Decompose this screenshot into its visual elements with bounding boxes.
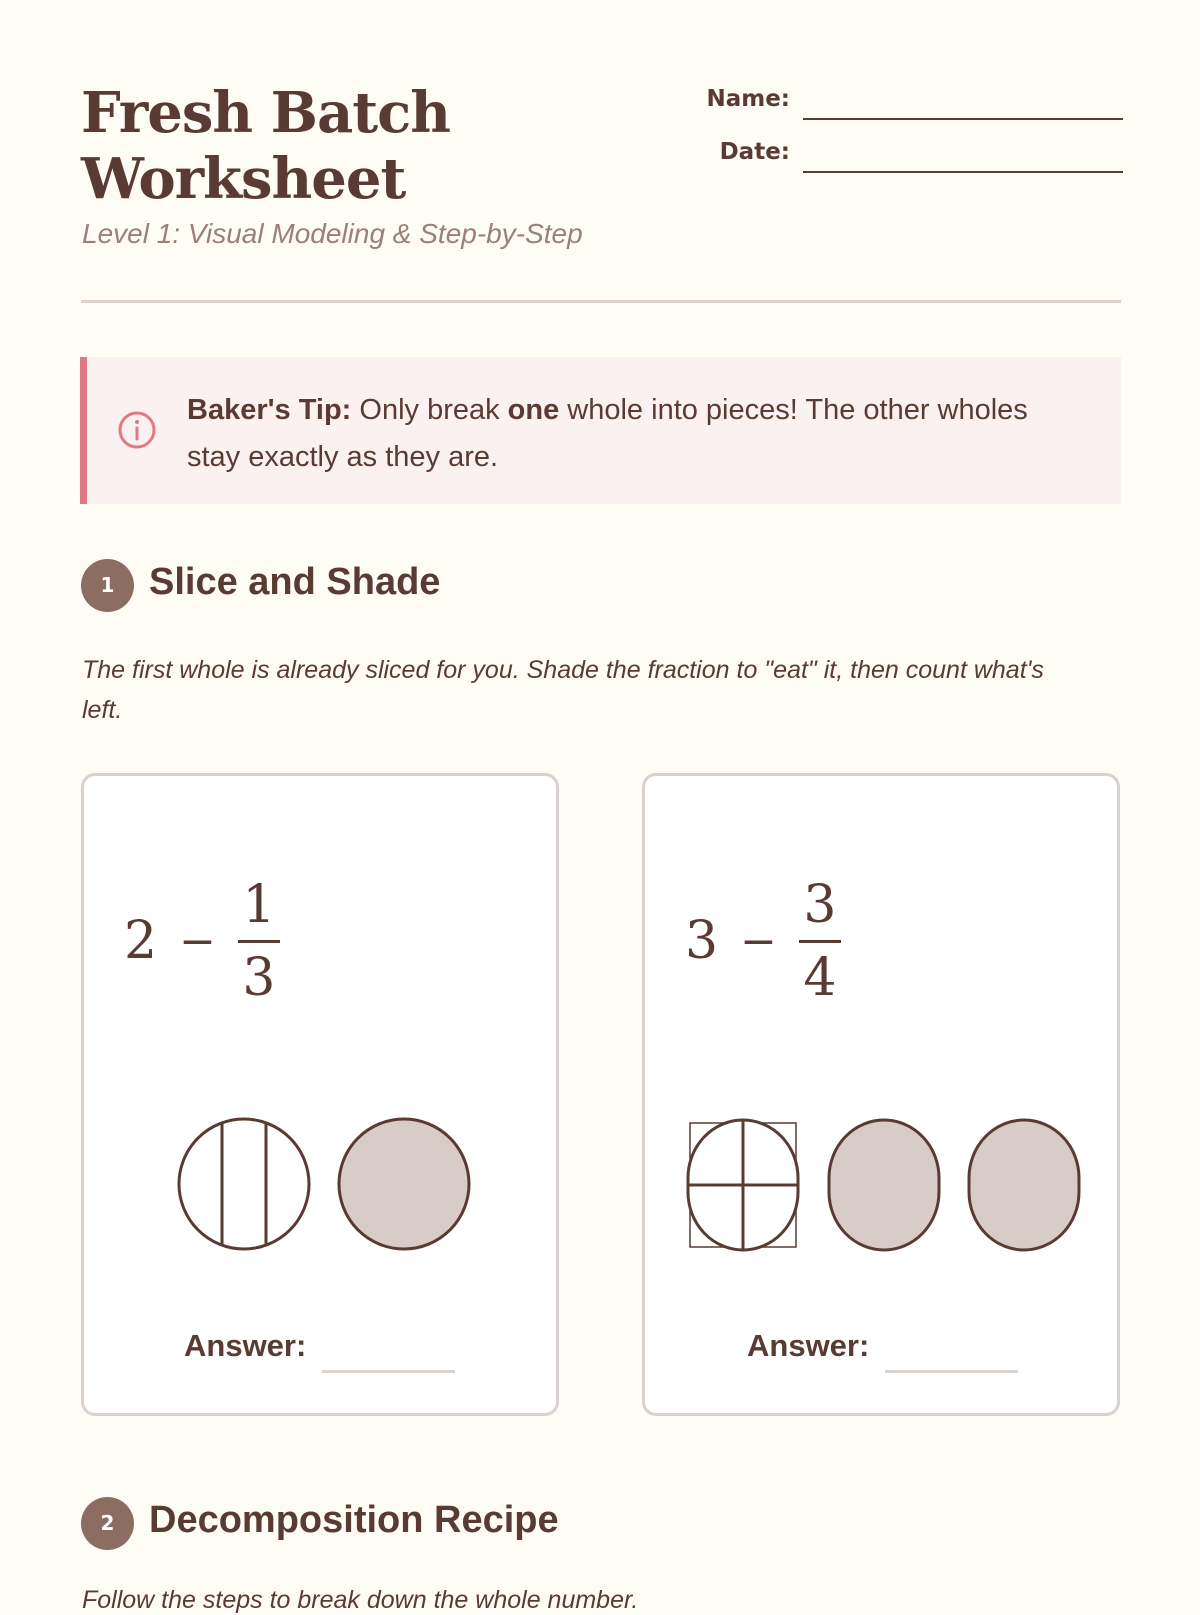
section-1-instructions: The first whole is already sliced for you. Shade the fraction to "eat" it, then count what's left. (82, 656, 1044, 724)
worksheet-subtitle: Level 1: Visual Modeling & Step-by-Step (82, 218, 583, 249)
whole-oval (969, 1120, 1079, 1250)
name-field[interactable] (803, 118, 1123, 120)
worksheet-title (81, 80, 450, 212)
tip-text-after: whole into pieces! The other wholes stay exactly as they are. (187, 394, 1028, 473)
problem-2-numerator: 3 (803, 874, 837, 935)
section-2-instructions: Follow the steps to break down the whole number. (82, 1586, 639, 1614)
problem-2-expression (685, 871, 841, 1011)
tip-label: Baker's Tip: (187, 394, 352, 426)
header-divider (81, 300, 1121, 303)
section-1-title: Slice and Shade (149, 561, 441, 603)
problem-1-fraction (238, 874, 280, 1009)
fraction-bar (799, 940, 841, 943)
fraction-bar (238, 940, 280, 943)
section-2-title: Decomposition Recipe (149, 1499, 559, 1541)
name-label: Name: (706, 86, 790, 112)
whole-oval (829, 1120, 939, 1250)
section-2-number-badge: 2 (81, 1497, 134, 1550)
problem-2-denominator: 4 (803, 947, 837, 1008)
section-1-number-badge: 1 (81, 559, 134, 612)
problem-2-operator: − (740, 915, 777, 967)
problem-card-2 (642, 773, 1120, 1416)
problem-1-expression (124, 871, 280, 1011)
answer-label: Answer: (184, 1328, 307, 1363)
problem-2-models (645, 1116, 1123, 1266)
problem-1-models (84, 1116, 562, 1266)
answer-label: Answer: (747, 1328, 870, 1363)
problem-1-whole: 2 (124, 911, 158, 971)
tip-text (187, 387, 1087, 481)
date-label: Date: (719, 139, 790, 165)
problem-2-fraction (799, 874, 841, 1009)
tip-text-before: Only break (351, 394, 508, 426)
sliced-whole[interactable] (688, 1120, 798, 1250)
title-line-2: Worksheet (81, 146, 406, 212)
info-icon (117, 410, 157, 450)
problem-card-1 (81, 773, 559, 1416)
problem-1-answer (184, 1328, 306, 1364)
bakers-tip-callout (80, 357, 1121, 504)
tip-emphasis: one (507, 394, 560, 426)
problem-2-whole: 3 (685, 911, 719, 971)
answer-blank[interactable] (885, 1370, 1018, 1373)
title-line-1: Fresh Batch (81, 80, 450, 146)
problem-1-operator: − (179, 915, 216, 967)
problem-1-denominator: 3 (242, 947, 276, 1008)
problem-2-answer (747, 1328, 869, 1364)
sliced-whole[interactable] (179, 1119, 309, 1249)
problem-1-numerator: 1 (242, 874, 276, 935)
date-field[interactable] (803, 171, 1123, 173)
answer-blank[interactable] (322, 1370, 455, 1373)
whole-circle (339, 1119, 469, 1249)
